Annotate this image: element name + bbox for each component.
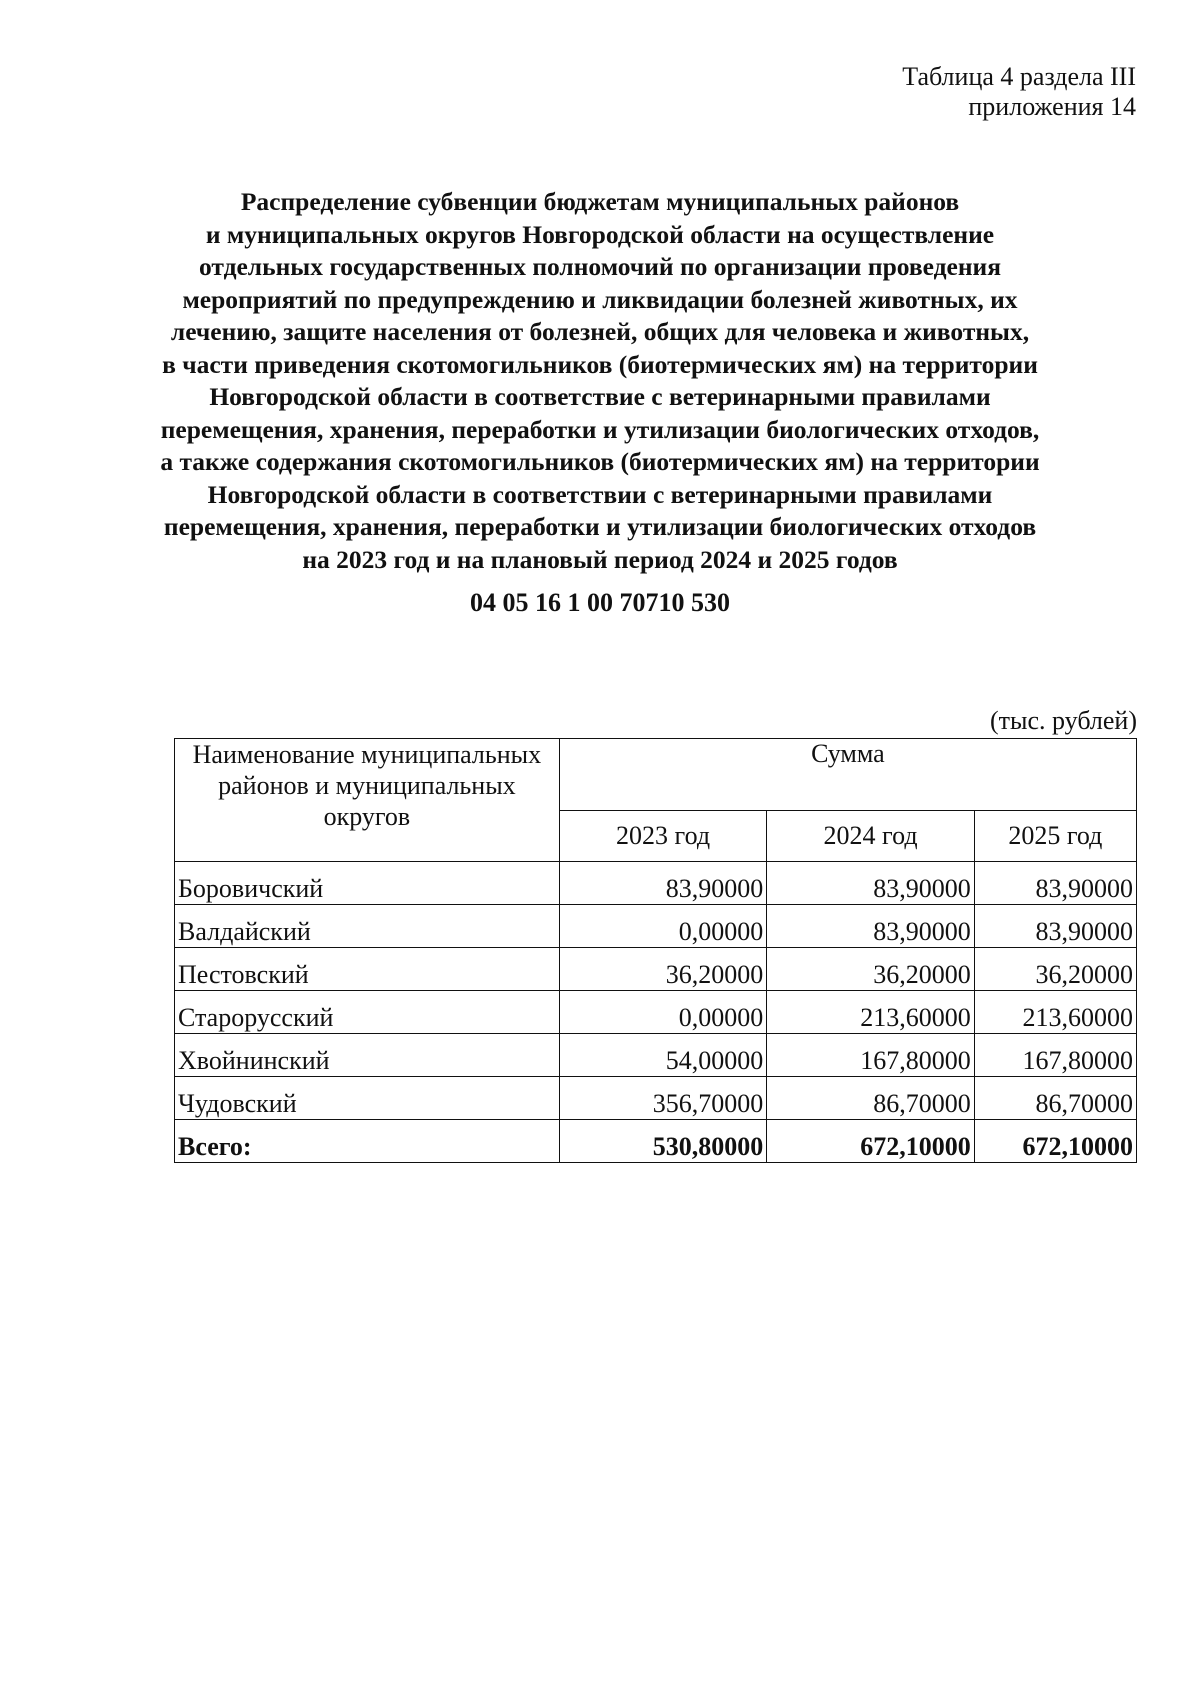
column-header-year: 2023 год bbox=[559, 811, 767, 862]
amount-cell: 83,90000 bbox=[767, 905, 975, 948]
subvention-table bbox=[174, 738, 1137, 1163]
district-name: Старорусский bbox=[175, 991, 560, 1034]
title-line: Новгородской области в соответствие с ветеринарными правилами bbox=[209, 382, 991, 411]
total-amount-cell: 672,10000 bbox=[974, 1120, 1136, 1163]
title-line: а также содержания скотомогильников (биотермических ям) на территории bbox=[160, 447, 1040, 476]
amount-cell: 36,20000 bbox=[767, 948, 975, 991]
title-line: в части приведения скотомогильников (биотермических ям) на территории bbox=[162, 349, 1038, 379]
amount-cell: 83,90000 bbox=[559, 862, 767, 905]
table-row bbox=[175, 1034, 1137, 1077]
amount-cell: 167,80000 bbox=[974, 1034, 1136, 1077]
amount-cell: 356,70000 bbox=[559, 1077, 767, 1120]
amount-cell: 86,70000 bbox=[974, 1077, 1136, 1120]
amount-cell: 36,20000 bbox=[559, 948, 767, 991]
column-header-name: Наименование муниципальных районов и муниципальных округов bbox=[175, 739, 560, 862]
table-row bbox=[175, 905, 1137, 948]
total-label: Всего: bbox=[175, 1120, 560, 1163]
total-row bbox=[175, 1120, 1137, 1163]
amount-cell: 36,20000 bbox=[974, 948, 1136, 991]
district-name: Боровичский bbox=[175, 862, 560, 905]
table-row bbox=[175, 1077, 1137, 1120]
amount-cell: 83,90000 bbox=[974, 862, 1136, 905]
amount-cell: 213,60000 bbox=[767, 991, 975, 1034]
amount-cell: 83,90000 bbox=[974, 905, 1136, 948]
district-name: Валдайский bbox=[175, 905, 560, 948]
table-row bbox=[175, 948, 1137, 991]
amount-cell: 83,90000 bbox=[767, 862, 975, 905]
table-reference-line-2: приложения 14 bbox=[968, 92, 1136, 121]
amount-cell: 0,00000 bbox=[559, 905, 767, 948]
table-reference bbox=[902, 62, 1136, 122]
title-line: Новгородской области в соответствии с ветеринарными правилами bbox=[207, 479, 993, 509]
total-amount-cell: 672,10000 bbox=[767, 1120, 975, 1163]
title-line: Распределение субвенции бюджетам муниципальных районов bbox=[240, 187, 960, 216]
amount-cell: 167,80000 bbox=[767, 1034, 975, 1077]
total-amount-cell: 530,80000 bbox=[559, 1120, 767, 1163]
document-title bbox=[150, 186, 1050, 576]
amount-cell: 0,00000 bbox=[559, 991, 767, 1034]
table-row bbox=[175, 862, 1137, 905]
title-line: и муниципальных округов Новгородской области на осуществление bbox=[205, 219, 995, 249]
amount-cell: 54,00000 bbox=[559, 1034, 767, 1077]
column-header-year: 2024 год bbox=[767, 811, 975, 862]
table-reference-line-1: Таблица 4 раздела III bbox=[902, 62, 1136, 91]
title-line: лечению, защите населения от болезней, общих для человека и животных, bbox=[170, 317, 1030, 346]
title-line: на 2023 год и на плановый период 2024 и 2025 годов bbox=[302, 544, 898, 574]
title-line: перемещения, хранения, переработки и утилизации биологических отходов, bbox=[160, 414, 1040, 444]
district-name: Чудовский bbox=[175, 1077, 560, 1120]
title-line: перемещения, хранения, переработки и утилизации биологических отходов bbox=[163, 512, 1037, 541]
table-row bbox=[175, 991, 1137, 1034]
title-line: отдельных государственных полномочий по организации проведения bbox=[198, 252, 1002, 281]
district-name: Хвойнинский bbox=[175, 1034, 560, 1077]
column-header-year: 2025 год bbox=[974, 811, 1136, 862]
column-header-sum: Сумма bbox=[559, 739, 1136, 811]
district-name: Пестовский bbox=[175, 948, 560, 991]
amount-cell: 86,70000 bbox=[767, 1077, 975, 1120]
units-label: (тыс. рублей) bbox=[989, 706, 1137, 735]
budget-code: 04 05 16 1 00 70710 530 bbox=[470, 588, 730, 617]
title-line: мероприятий по предупреждению и ликвидации болезней животных, их bbox=[182, 284, 1018, 314]
amount-cell: 213,60000 bbox=[974, 991, 1136, 1034]
